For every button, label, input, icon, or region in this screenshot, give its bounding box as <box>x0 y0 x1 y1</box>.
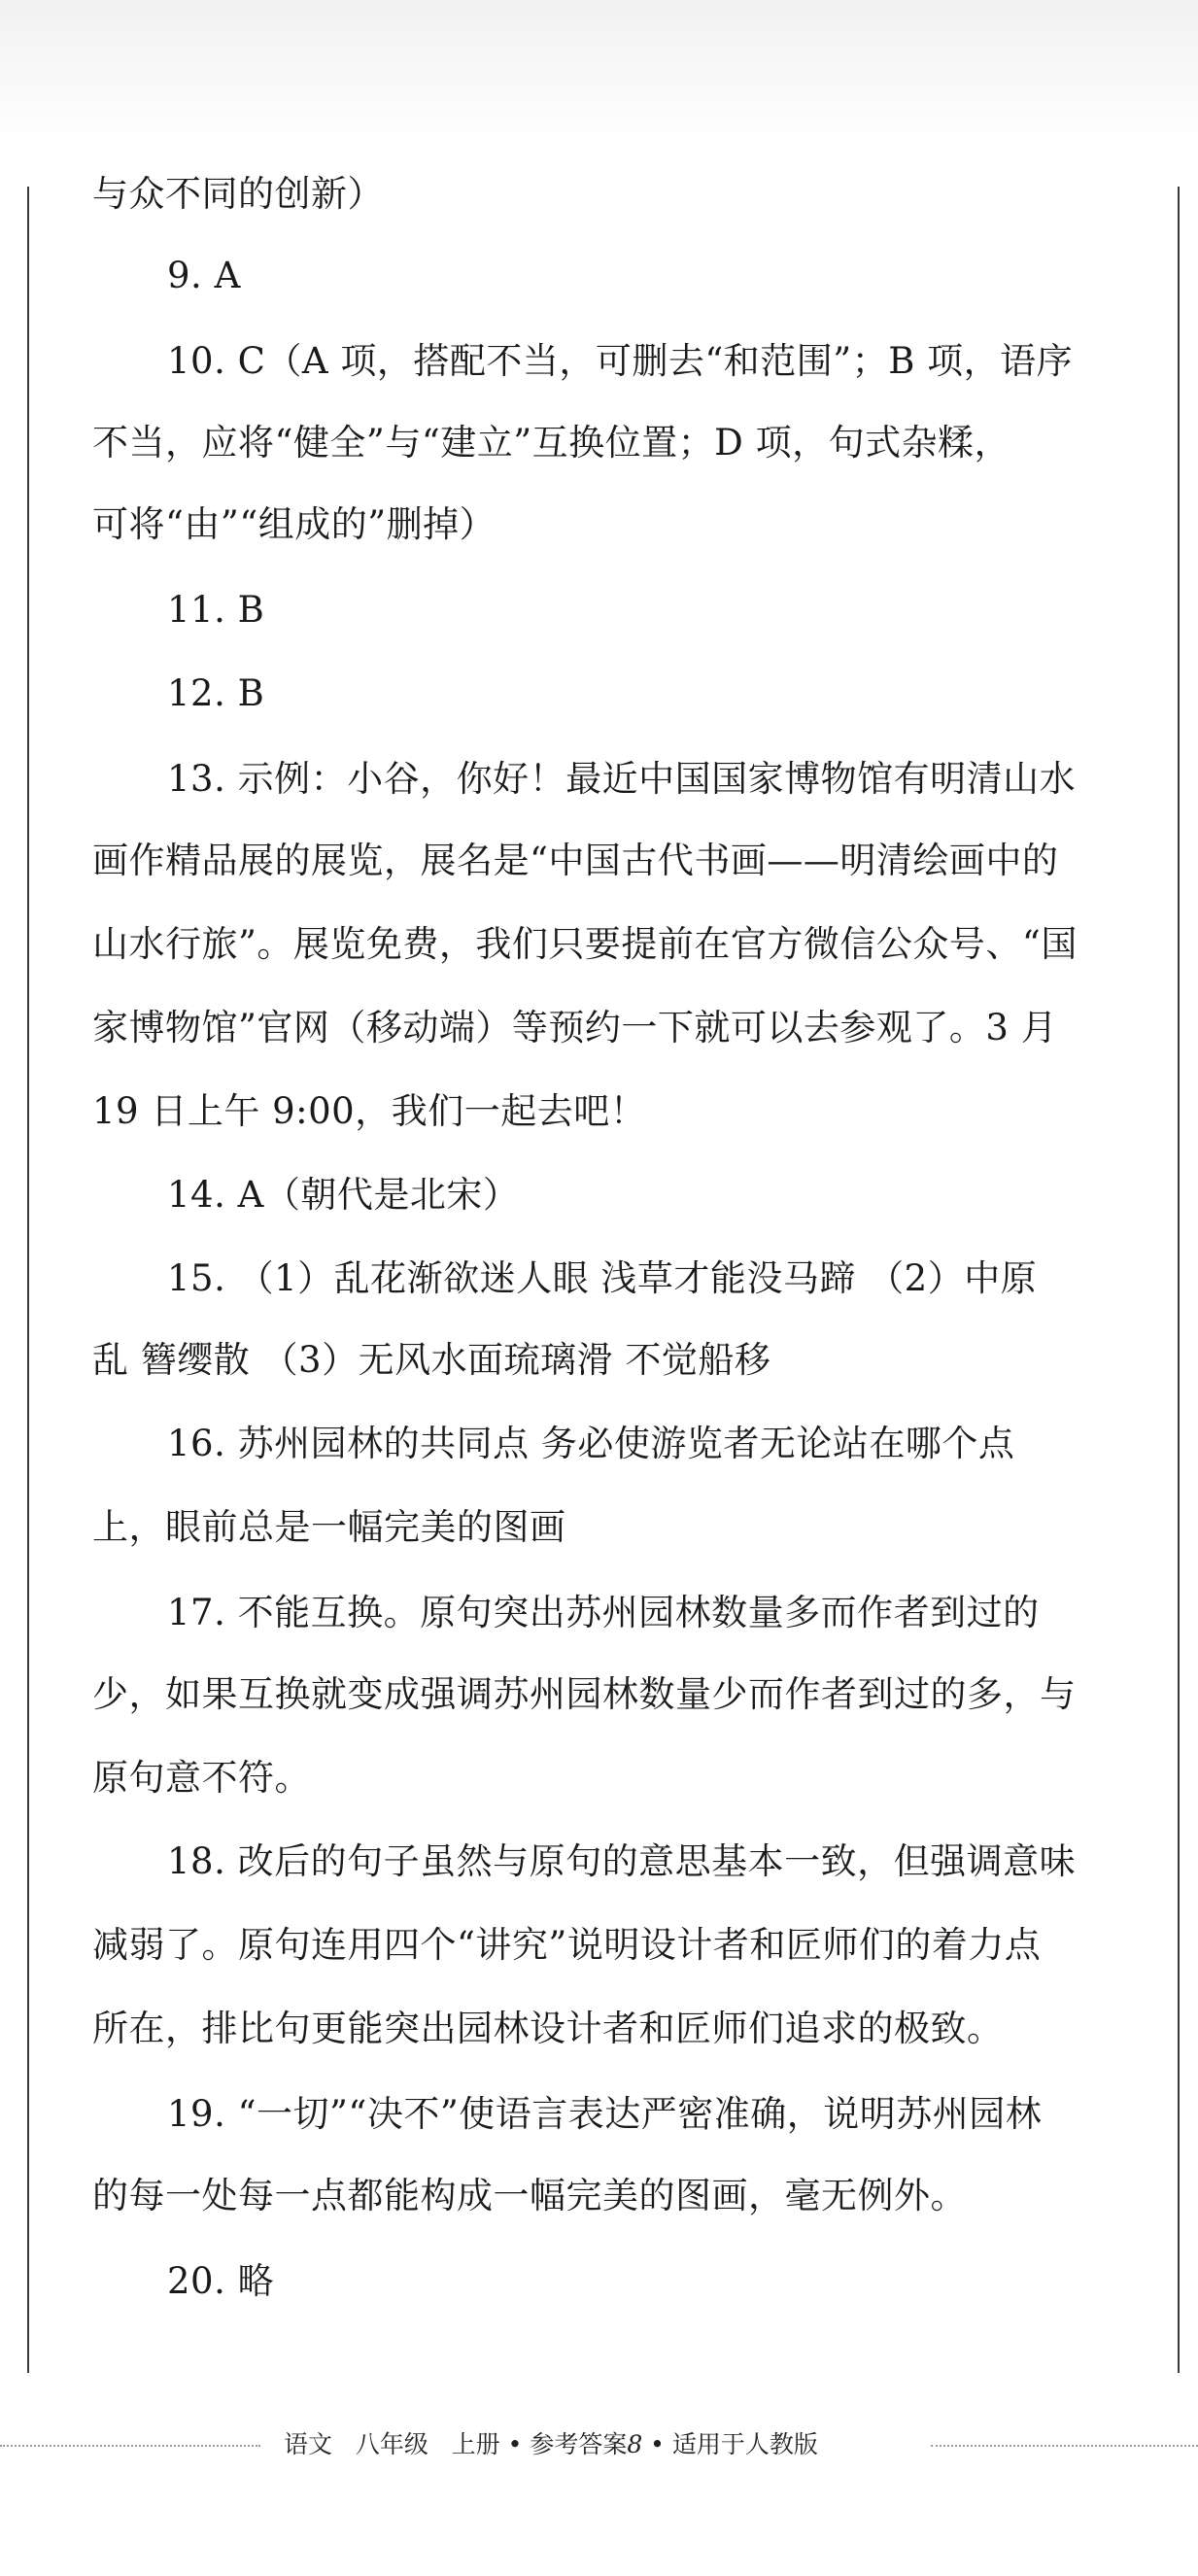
answer-line: 乱 簪缨散 （3）无风水面琉璃滑 不觉船移 <box>92 1339 771 1381</box>
answer-13: 13. 示例：小谷，你好！最近中国国家博物馆有明清山水 <box>167 758 1077 800</box>
answer-line: 上，眼前总是一幅完美的图画 <box>92 1506 566 1548</box>
answer-line: 山水行旅”。展览免费，我们只要提前在官方微信公众号、“国 <box>92 923 1078 965</box>
scan-shadow-band <box>0 0 1198 146</box>
answer-11: 11. B <box>167 589 265 631</box>
answer-line: 减弱了。原句连用四个“讲究”说明设计者和匠师们的着力点 <box>92 1924 1042 1966</box>
answer-16: 16. 苏州园林的共同点 务必使游览者无论站在哪个点 <box>167 1423 1015 1464</box>
answer-line: 的每一处每一点都能构成一幅完美的图画，毫无例外。 <box>92 2175 967 2216</box>
answer-line: 原句意不符。 <box>92 1757 311 1799</box>
answer-line: 与众不同的创新） <box>92 173 384 215</box>
answer-15: 15. （1）乱花渐欲迷人眼 浅草才能没马蹄 （2）中原 <box>167 1257 1038 1299</box>
answer-18: 18. 改后的句子虽然与原句的意思基本一致，但强调意味 <box>167 1840 1077 1882</box>
page-footer <box>0 2425 1198 2464</box>
answer-9: 9. A <box>167 255 241 296</box>
answer-line: 家博物馆”官网（移动端）等预约一下就可以去参观了。3 月 <box>92 1007 1058 1048</box>
answer-line: 所在，排比句更能突出园林设计者和匠师们追求的极致。 <box>92 2008 1004 2049</box>
answer-14: 14. A（朝代是北宋） <box>167 1174 520 1216</box>
answer-12: 12. B <box>167 672 265 714</box>
answer-line: 可将“由”“组成的”删掉） <box>92 503 496 545</box>
answer-10: 10. C（A 项，搭配不当，可删去“和范围”；B 项，语序 <box>167 340 1074 382</box>
answer-line: 画作精品展的展览，展名是“中国古代书画——明清绘画中的 <box>92 840 1059 881</box>
left-margin-rule <box>27 187 29 2373</box>
answer-17: 17. 不能互换。原句突出苏州园林数量多而作者到过的 <box>167 1592 1040 1633</box>
answer-19: 19. “一切”“决不”使语言表达严密准确，说明苏州园林 <box>167 2093 1043 2135</box>
footer-dotted-rule <box>0 2445 260 2447</box>
right-margin-rule <box>1178 187 1180 2373</box>
footer-suffix: • 适用于人教版 <box>642 2430 818 2458</box>
page-number: 8 <box>627 2430 643 2458</box>
answer-line: 不当，应将“健全”与“建立”互换位置；D 项，句式杂糅， <box>92 422 1011 464</box>
answer-line: 19 日上午 9:00，我们一起去吧！ <box>92 1090 647 1132</box>
footer-caption <box>284 2427 818 2462</box>
footer-prefix: 语文 八年级 上册 • 参考答案 <box>284 2430 628 2458</box>
answer-20: 20. 略 <box>167 2260 275 2302</box>
answer-line: 少，如果互换就变成强调苏州园林数量少而作者到过的多，与 <box>92 1673 1077 1715</box>
footer-dotted-rule <box>931 2445 1198 2447</box>
